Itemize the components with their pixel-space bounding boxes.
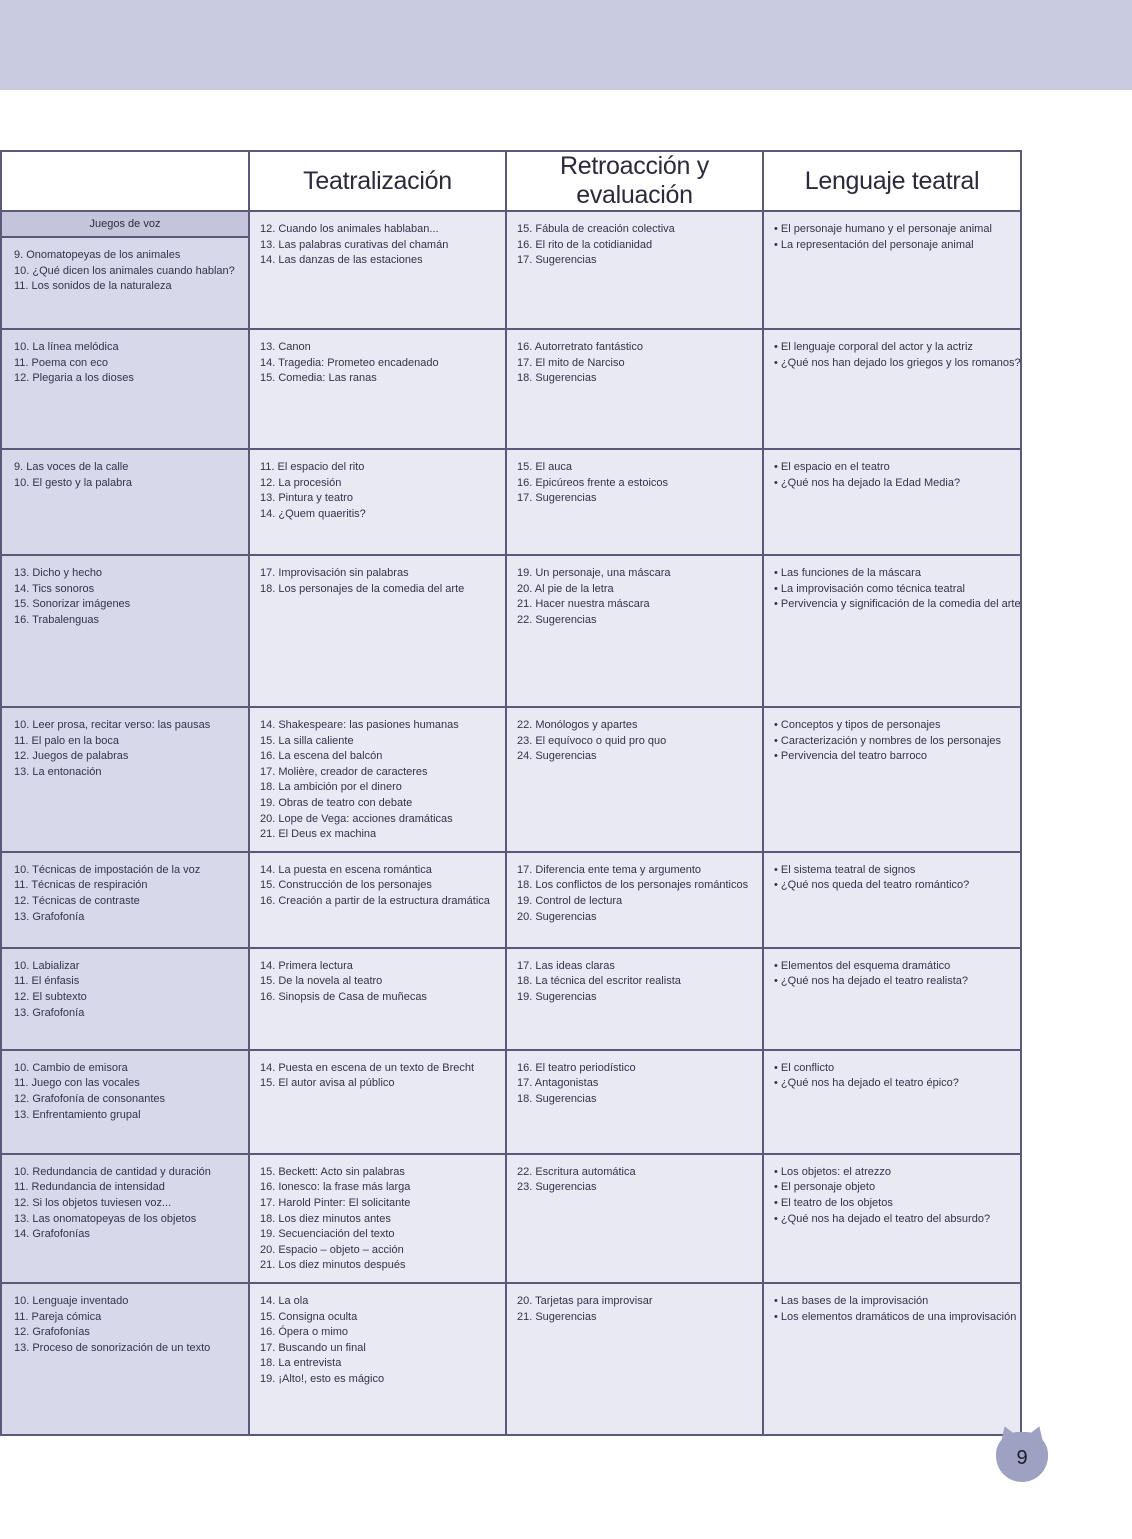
list-item: 12. La procesión	[260, 476, 342, 489]
retroaccion-cell	[506, 1154, 763, 1283]
activity-list	[250, 1155, 505, 1282]
bullet-item: • Pervivencia del teatro barroco	[774, 749, 1014, 765]
list-item: 15. De la novela al teatro	[260, 975, 383, 988]
list-item: 16. Ionesco: la frase más larga	[260, 1181, 411, 1194]
activity-list	[764, 1051, 1020, 1100]
retroaccion-cell	[506, 211, 763, 329]
list-item: 21. Los diez minutos después	[260, 1259, 406, 1272]
list-item: 19. ¡Alto!, esto es mágico	[260, 1372, 385, 1385]
bullet-item: • Las funciones de la máscara	[774, 566, 1014, 582]
lenguaje-cell	[763, 211, 1021, 329]
list-item: 17. Sugerencias	[517, 254, 597, 267]
list-item: 20. Espacio – objeto – acción	[260, 1243, 404, 1256]
header-corner	[1, 151, 249, 211]
list-item: 21. El Deus ex machina	[260, 828, 377, 841]
bullet-item: • Las bases de la improvisación	[774, 1294, 1014, 1310]
list-item: 24. Sugerencias	[517, 750, 597, 763]
activity-list	[250, 1284, 505, 1396]
activity-list	[764, 330, 1020, 379]
teatralizacion-cell	[249, 948, 506, 1050]
teatralizacion-cell	[249, 707, 506, 852]
list-item: 14. Las danzas de las estaciones	[260, 254, 423, 267]
list-item: 16. Epicúreos frente a estoicos	[517, 476, 669, 489]
lenguaje-cell	[763, 1050, 1021, 1154]
list-item: 17. Improvisación sin palabras	[260, 567, 409, 579]
list-item: 10. Lenguaje inventado	[14, 1294, 129, 1307]
list-item: 16. Sinopsis de Casa de muñecas	[260, 990, 427, 1003]
bullet-item: • Elementos del esquema dramático	[774, 959, 1014, 975]
teatralizacion-cell	[249, 1154, 506, 1283]
list-item: 13. Grafofonía	[14, 910, 85, 923]
bullet-item: • ¿Qué nos ha dejado el teatro épico?	[774, 1076, 1014, 1092]
teatralizacion-cell	[249, 211, 506, 329]
list-item: 13. Pintura y teatro	[260, 492, 353, 505]
list-item: 22. Monólogos y apartes	[517, 719, 638, 731]
bullet-item: • Los elementos dramáticos de una improvisación	[774, 1310, 1014, 1326]
list-item: 13. Las palabras curativas del chamán	[260, 238, 449, 251]
voice-games-cell	[1, 1283, 249, 1435]
list-item: 17. Buscando un final	[260, 1341, 366, 1354]
list-item: 23. El equívoco o quid pro quo	[517, 734, 667, 747]
activity-list	[507, 1284, 762, 1333]
list-item: 11. Técnicas de respiración	[14, 879, 148, 892]
list-item: 22. Escritura automática	[517, 1165, 636, 1178]
voice-games-cell	[1, 329, 249, 449]
retroaccion-cell	[506, 1283, 763, 1435]
header-row	[1, 151, 1021, 211]
list-item: 19. Secuenciación del texto	[260, 1228, 395, 1241]
bullet-item: • ¿Qué nos queda del teatro romántico?	[774, 878, 1014, 894]
list-item: 18. Los personajes de la comedia del arte	[260, 582, 465, 595]
list-item: 19. Obras de teatro con debate	[260, 796, 413, 809]
table-row	[1, 329, 1021, 449]
activity-list	[2, 1155, 248, 1251]
activity-list	[2, 708, 248, 788]
activity-list	[2, 1051, 248, 1131]
list-item: 15. Construcción de los personajes	[260, 879, 432, 892]
activity-list	[507, 1155, 762, 1204]
list-item: 20. Sugerencias	[517, 910, 597, 923]
list-item: 18. Los diez minutos antes	[260, 1212, 391, 1225]
list-item: 13. Canon	[260, 341, 311, 353]
teatralizacion-cell	[249, 1050, 506, 1154]
list-item: 19. Sugerencias	[517, 990, 597, 1003]
activity-list	[507, 330, 762, 395]
retroaccion-cell	[506, 555, 763, 707]
activity-list	[764, 212, 1020, 261]
list-item: 17. Antagonistas	[517, 1077, 599, 1090]
list-item: 17. Molière, creador de caracteres	[260, 765, 428, 778]
table-body	[1, 211, 1021, 1435]
list-item: 17. Sugerencias	[517, 492, 597, 505]
header-teatralizacion: Teatralización	[249, 151, 506, 211]
voice-games-cell	[1, 555, 249, 707]
table-row	[1, 449, 1021, 555]
teatralizacion-cell	[249, 852, 506, 948]
list-item: 16. Creación a partir de la estructura dramática	[260, 894, 490, 907]
list-item: 19. Control de lectura	[517, 894, 623, 907]
lenguaje-cell	[763, 707, 1021, 852]
list-item: 13. Proceso de sonorización de un texto	[14, 1341, 211, 1354]
bullet-item: • ¿Qué nos ha dejado el teatro del absurdo?	[774, 1212, 1014, 1228]
list-item: 10. Redundancia de cantidad y duración	[14, 1165, 211, 1178]
table-row	[1, 1050, 1021, 1154]
voice-games-cell	[1, 852, 249, 948]
list-item: 16. Ópera o mimo	[260, 1326, 349, 1339]
activity-list	[250, 949, 505, 1014]
activity-list	[250, 330, 505, 395]
bullet-item: • Conceptos y tipos de personajes	[774, 718, 1014, 734]
list-item: 16. La escena del balcón	[260, 750, 383, 763]
list-item: 15. Fábula de creación colectiva	[517, 223, 675, 235]
lenguaje-cell	[763, 329, 1021, 449]
list-item: 12. Cuando los animales hablaban...	[260, 223, 439, 235]
activity-list	[507, 212, 762, 277]
teatralizacion-cell	[249, 555, 506, 707]
list-item: 14. Tics sonoros	[14, 582, 95, 595]
list-item: 20. Al pie de la letra	[517, 582, 614, 595]
table-row	[1, 1283, 1021, 1435]
bullet-item: • La improvisación como técnica teatral	[774, 582, 1014, 598]
teatralizacion-cell	[249, 1283, 506, 1435]
list-item: 23. Sugerencias	[517, 1181, 597, 1194]
list-item: 11. El palo en la boca	[14, 734, 119, 747]
retroaccion-cell	[506, 1050, 763, 1154]
lenguaje-cell	[763, 449, 1021, 555]
lenguaje-cell	[763, 1154, 1021, 1283]
list-item: 10. El gesto y la palabra	[14, 476, 133, 489]
list-item: 11. Juego con las vocales	[14, 1077, 140, 1090]
bullet-item: • ¿Qué nos ha dejado la Edad Media?	[774, 476, 1014, 492]
bullet-item: • El personaje objeto	[774, 1180, 1014, 1196]
bullet-item: • El conflicto	[774, 1061, 1014, 1077]
list-item: 20. Tarjetas para improvisar	[517, 1294, 653, 1307]
list-item: 13. Las onomatopeyas de los objetos	[14, 1212, 197, 1225]
list-item: 11. El espacio del rito	[260, 461, 365, 473]
bullet-item: • El teatro de los objetos	[774, 1196, 1014, 1212]
activity-list	[250, 212, 505, 277]
lenguaje-cell	[763, 555, 1021, 707]
teatralizacion-cell	[249, 449, 506, 555]
list-item: 17. Las ideas claras	[517, 959, 615, 972]
list-item: 18. La técnica del escritor realista	[517, 975, 681, 988]
activity-list	[764, 853, 1020, 902]
list-item: 12. Grafofonías	[14, 1326, 90, 1339]
retroaccion-cell	[506, 948, 763, 1050]
activity-list	[2, 1284, 248, 1364]
list-item: 13. La entonación	[14, 765, 102, 778]
list-item: 16. El rito de la cotidianidad	[517, 238, 653, 251]
bullet-item: • Los objetos: el atrezzo	[774, 1165, 1014, 1181]
list-item: 11. El énfasis	[14, 975, 80, 988]
activity-list	[250, 708, 505, 851]
list-item: 10. Labializar	[14, 959, 80, 972]
voice-games-cell	[1, 707, 249, 852]
list-item: 18. Los conflictos de los personajes románticos	[517, 879, 749, 892]
list-item: 11. Poema con eco	[14, 356, 108, 369]
list-item: 10. Técnicas de impostación de la voz	[14, 863, 201, 876]
bullet-item: • La representación del personaje animal	[774, 238, 1014, 254]
list-item: 16. Autorretrato fantástico	[517, 341, 643, 353]
activity-list	[507, 853, 762, 933]
top-decorative-band	[0, 0, 1132, 90]
retroaccion-cell	[506, 852, 763, 948]
list-item: 10. Leer prosa, recitar verso: las pausas	[14, 719, 211, 731]
lenguaje-cell	[763, 948, 1021, 1050]
voice-games-cell	[1, 948, 249, 1050]
table-row	[1, 852, 1021, 948]
list-item: 9. Onomatopeyas de los animales	[14, 249, 181, 261]
voice-games-cell	[1, 449, 249, 555]
activity-list	[764, 708, 1020, 773]
activity-list	[764, 949, 1020, 998]
list-item: 13. Dicho y hecho	[14, 567, 103, 579]
list-item: 17. Harold Pinter: El solicitante	[260, 1196, 411, 1209]
list-item: 12. Si los objetos tuviesen voz...	[14, 1196, 172, 1209]
bullet-item: • Pervivencia y significación de la comedia del arte	[774, 597, 1014, 613]
list-item: 9. Las voces de la calle	[14, 461, 129, 473]
curriculum-table	[0, 150, 1022, 1436]
table-row	[1, 555, 1021, 707]
activity-list	[250, 1051, 505, 1100]
lenguaje-cell	[763, 852, 1021, 948]
voice-games-cell	[1, 211, 249, 329]
activity-list	[764, 450, 1020, 499]
activity-list	[2, 949, 248, 1029]
retroaccion-cell	[506, 329, 763, 449]
list-item: 15. Beckett: Acto sin palabras	[260, 1165, 405, 1178]
list-item: 19. Un personaje, una máscara	[517, 567, 671, 579]
list-item: 22. Sugerencias	[517, 613, 597, 626]
list-item: 14. Grafofonías	[14, 1228, 90, 1241]
list-item: 13. Enfrentamiento grupal	[14, 1108, 141, 1121]
table-row	[1, 948, 1021, 1050]
activity-list	[507, 556, 762, 636]
list-item: 20. Lope de Vega: acciones dramáticas	[260, 812, 453, 825]
list-item: 12. Plegaria a los dioses	[14, 372, 134, 385]
list-item: 11. Los sonidos de la naturaleza	[14, 280, 172, 293]
table-row	[1, 1154, 1021, 1283]
list-item: 17. El mito de Narciso	[517, 356, 625, 369]
activity-list	[2, 330, 248, 395]
voice-games-cell	[1, 1154, 249, 1283]
activity-list	[2, 556, 248, 636]
voice-games-subheading: Juegos de voz	[2, 212, 248, 238]
bullet-item: • El espacio en el teatro	[774, 460, 1014, 476]
list-item: 21. Hacer nuestra máscara	[517, 598, 650, 611]
page-number: 9	[996, 1432, 1048, 1482]
header-retroaccion: Retroacción y evaluación	[506, 151, 763, 211]
list-item: 15. Comedia: Las ranas	[260, 372, 377, 385]
list-item: 10. La línea melódica	[14, 341, 119, 353]
list-item: 14. Shakespeare: las pasiones humanas	[260, 719, 459, 731]
retroaccion-cell	[506, 707, 763, 852]
voice-games-cell	[1, 1050, 249, 1154]
activity-list	[2, 450, 248, 499]
bullet-item: • Caracterización y nombres de los personajes	[774, 734, 1014, 750]
list-item: 12. El subtexto	[14, 990, 87, 1003]
list-item: 12. Técnicas de contraste	[14, 894, 140, 907]
list-item: 15. El auca	[517, 461, 573, 473]
list-item: 10. ¿Qué dicen los animales cuando hablan?	[14, 264, 235, 277]
list-item: 12. Juegos de palabras	[14, 750, 129, 763]
table-row	[1, 211, 1021, 329]
list-item: 14. La ola	[260, 1294, 309, 1307]
activity-list	[764, 1284, 1020, 1333]
list-item: 13. Grafofonía	[14, 1006, 85, 1019]
list-item: 16. Trabalenguas	[14, 613, 100, 626]
activity-list	[250, 556, 505, 605]
curriculum-table-container	[0, 150, 1020, 1436]
list-item: 11. Redundancia de intensidad	[14, 1181, 165, 1194]
activity-list	[507, 949, 762, 1014]
bullet-item: • El personaje humano y el personaje animal	[774, 222, 1014, 238]
bullet-item: • El sistema teatral de signos	[774, 863, 1014, 879]
list-item: 14. ¿Quem quaeritis?	[260, 507, 366, 520]
list-item: 10. Cambio de emisora	[14, 1061, 128, 1074]
activity-list	[507, 450, 762, 515]
list-item: 16. El teatro periodístico	[517, 1061, 636, 1074]
list-item: 18. La ambición por el dinero	[260, 781, 402, 794]
activity-list	[764, 556, 1020, 621]
activity-list	[250, 450, 505, 530]
list-item: 12. Grafofonía de consonantes	[14, 1092, 166, 1105]
bullet-item: • ¿Qué nos han dejado los griegos y los romanos?	[774, 356, 1014, 372]
header-lenguaje: Lenguaje teatral	[763, 151, 1021, 211]
activity-list	[507, 708, 762, 773]
retroaccion-cell	[506, 449, 763, 555]
bullet-item: • El lenguaje corporal del actor y la actriz	[774, 340, 1014, 356]
list-item: 11. Pareja cómica	[14, 1310, 102, 1323]
list-item: 14. Primera lectura	[260, 959, 353, 972]
list-item: 18. La entrevista	[260, 1357, 342, 1370]
activity-list	[2, 238, 248, 303]
list-item: 15. Sonorizar imágenes	[14, 598, 131, 611]
activity-list	[764, 1155, 1020, 1235]
activity-list	[250, 853, 505, 918]
activity-list	[507, 1051, 762, 1116]
list-item: 17. Diferencia ente tema y argumento	[517, 863, 702, 876]
lenguaje-cell	[763, 1283, 1021, 1435]
list-item: 15. Consigna oculta	[260, 1310, 358, 1323]
list-item: 15. El autor avisa al público	[260, 1077, 395, 1090]
teatralizacion-cell	[249, 329, 506, 449]
list-item: 14. La puesta en escena romántica	[260, 863, 432, 876]
list-item: 14. Puesta en escena de un texto de Brecht	[260, 1061, 475, 1074]
activity-list	[2, 853, 248, 933]
list-item: 15. La silla caliente	[260, 734, 354, 747]
bullet-item: • ¿Qué nos ha dejado el teatro realista?	[774, 974, 1014, 990]
list-item: 14. Tragedia: Prometeo encadenado	[260, 356, 439, 369]
list-item: 18. Sugerencias	[517, 372, 597, 385]
list-item: 21. Sugerencias	[517, 1310, 597, 1323]
table-row	[1, 707, 1021, 852]
list-item: 18. Sugerencias	[517, 1092, 597, 1105]
